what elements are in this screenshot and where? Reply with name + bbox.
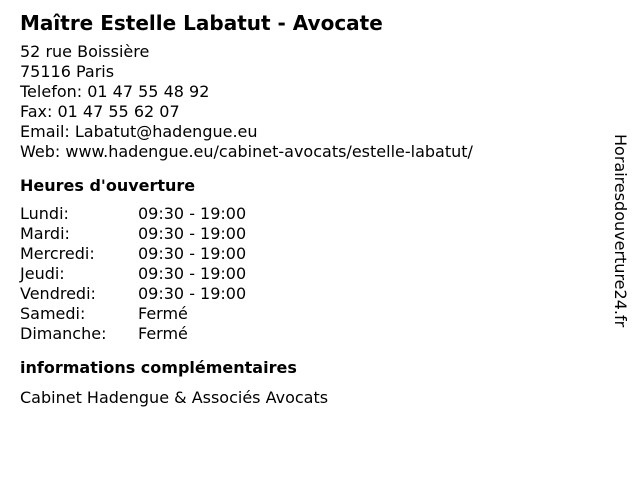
hours-row-wednesday [20,244,600,264]
opening-hours-heading: Heures d'ouverture [20,176,196,195]
time-value: Fermé [138,324,188,343]
time-value: 09:30 - 19:00 [138,264,247,283]
day-label: Samedi: [20,304,86,323]
hours-row-monday [20,204,600,224]
time-value: 09:30 - 19:00 [138,244,247,263]
time-value: 09:30 - 19:00 [138,204,247,223]
time-value: 09:30 - 19:00 [138,284,247,303]
day-label: Dimanche: [20,324,107,343]
page-title: Maître Estelle Labatut - Avocate [20,11,383,35]
hours-row-sunday [20,324,600,344]
contact-block [20,42,600,162]
website-url: Web: www.hadengue.eu/cabinet-avocats/estelle-labatut/ [20,142,473,161]
site-watermark: Horairesdouverture24.fr [611,134,630,328]
business-card [20,10,600,408]
day-label: Jeudi: [20,264,65,283]
fax-number: Fax: 01 47 55 62 07 [20,102,180,121]
city-address: 75116 Paris [20,62,115,81]
day-label: Mardi: [20,224,70,243]
hours-row-friday [20,284,600,304]
email-address: Email: Labatut@hadengue.eu [20,122,258,141]
additional-info-heading: informations complémentaires [20,358,297,377]
hours-row-tuesday [20,224,600,244]
hours-row-thursday [20,264,600,284]
time-value: Fermé [138,304,188,323]
day-label: Vendredi: [20,284,96,303]
phone-number: Telefon: 01 47 55 48 92 [20,82,210,101]
street-address: 52 rue Boissière [20,42,150,61]
time-value: 09:30 - 19:00 [138,224,247,243]
additional-info-text: Cabinet Hadengue & Associés Avocats [20,388,329,407]
day-label: Lundi: [20,204,69,223]
opening-hours-table [20,204,600,344]
day-label: Mercredi: [20,244,95,263]
hours-row-saturday [20,304,600,324]
